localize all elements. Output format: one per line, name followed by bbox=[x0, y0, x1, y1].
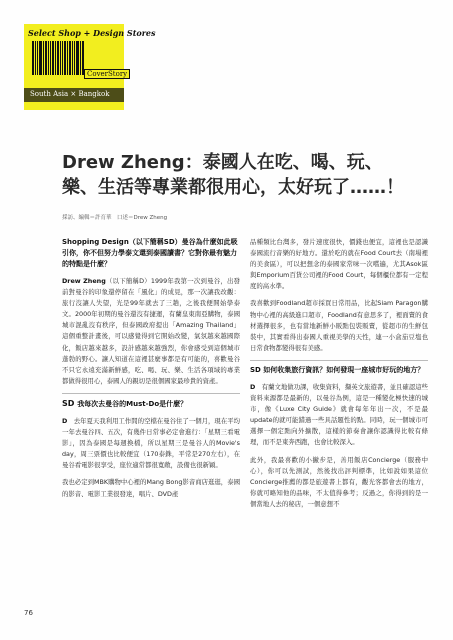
question-2-text: 我每次去曼谷的Must-Do是什麼？ bbox=[77, 399, 188, 408]
barcode-bar bbox=[50, 41, 51, 75]
answer-2-text: 去年夏天我利用工作間的空檔在曼谷住了一個月，現在平均一年去曼谷四、五次，有幾件日常事必定會進行：「星期三看電影」，因為泰國是每週換檔，所以星期三是曼谷人的Movie's day，周三票價也比較便宜（170泰銖，平常是270左右），在曼谷看電影很享受，座位適常都很寬敞，設備也很新穎。 bbox=[62, 416, 241, 470]
barcode-bar bbox=[67, 41, 68, 75]
answer-2 bbox=[62, 416, 240, 471]
answer-1-tag: （以下簡稱D） bbox=[105, 277, 151, 285]
question-1: Shopping Design（以下簡稱SD）曼谷為什麼如此吸引你，你不但努力學泰文還到泰國讀書？它對你最有魅力的特點是什麼？ bbox=[62, 238, 238, 268]
divider bbox=[250, 360, 428, 361]
barcode-bar bbox=[39, 41, 42, 75]
answer-3-speaker: D bbox=[250, 382, 256, 391]
barcode-bar bbox=[69, 41, 71, 75]
barcode-bar bbox=[72, 41, 73, 75]
answer-3-text: 有蘭文地做功課，收集資料，擷英文旅遊書，並且確認這些資料來源都是最新的，以曼谷為例，這是一種變化極快速的城市，像《Luxe City Guide》就會每年年出一次，不是最update的就可能錯過一些具話題性的點。同時，玩一個城市可選擇一個定點向外擴散，這樣的節奏會讓你認識得比較有條理，而不是東奔西跑，也會比較深入。 bbox=[250, 382, 429, 447]
barcode-bar bbox=[52, 41, 54, 75]
barcode-bar bbox=[55, 41, 56, 75]
question-2-prefix: SD bbox=[62, 398, 78, 408]
paragraph-foodland: 我喜歡到Foodland超市採買日常用品，比起Siam Paragon購物中心裡的高級進口超市，Foodland有意思多了，裡面賣的食材選擇很多，也有當地新鮮小販點包裝販賣，從超市的生鮮包裝中，其實看得出泰國人重視美學的天性，連一小盒茄豆塩也日常食物都變得很有美感。 bbox=[250, 299, 428, 352]
barcode-bar bbox=[32, 41, 34, 75]
section-label bbox=[24, 24, 156, 110]
barcode-bar bbox=[37, 41, 38, 75]
barcode-graphic bbox=[32, 41, 84, 75]
barcode-bar bbox=[57, 41, 60, 75]
answer-2-continued: 我也必定到MBK購物中心裡的Mang Bong影音商店逛逛，泰國的影音、電影工業很發達，唱片、DVD產 bbox=[62, 478, 240, 498]
barcode-bar bbox=[48, 41, 49, 75]
barcode-bar bbox=[60, 41, 61, 75]
right-column bbox=[250, 237, 428, 516]
barcode-bar bbox=[35, 41, 36, 75]
barcode-bar bbox=[43, 41, 44, 75]
answer-3 bbox=[250, 382, 428, 449]
cover-story-tag: CoverStory bbox=[84, 69, 130, 79]
article-byline: 採訪、編輯＝許育華 口述＝Drew Zheng bbox=[62, 215, 168, 221]
answer-1-speaker: Drew Zheng bbox=[62, 277, 106, 285]
question-2 bbox=[62, 398, 240, 410]
barcode-bar bbox=[64, 41, 66, 75]
answer-1-text: 1999年我第一次到曼谷，出發前對曼谷的印象還停留在「風化」的成見，那一次讓我改觀：旅行沒讓人失望，光是99年就去了三趟，之後我便開始學泰文。2000年初期的曼谷還沒有捷運，有蘭皇東南亞購物，泰國城市混亂沒有秩序，但泰國政府提出「Amazing Thailand」這個重整計畫後，可以感覺得到它開始改變，氣氛越來越國際化，飯店越來越多，設計感越來越強烈，你會感受到這個城市蓬勃的野心。讓人知道在這裡甚麼事都是有可能的，喜歡曼谷不只它永遠充滿新鮮感，吃、喝、玩、樂、生活各項域的專業都做得很用心，泰國人的親切是很個國家最珍貴的資產。 bbox=[62, 277, 241, 385]
answer-3-continued: 此外，我最喜歡的小撇步是，善用飯店Concierge（服務中心），你可以先測試，然後找出評判標準，比如說如果這位Concierge推薦的都是旅遊書上都有，觀光客都會去的地方，你就可略知他的品味，不太值得參考；反過之，你得到的是一個當地人去的秘店，一個意想不 bbox=[250, 455, 428, 508]
paragraph-food-court: 品種類比台灣多，發片速度很快，價錢也便宜，這裡也是認識泰國流行音樂的好地方。還於吃的就在Food Court去（南場裡的美食區），可以把想念的泰國家常味一次嚐遍，尤其Asok區與Emporium百貨公司裡的Food Court，每個櫃位都有一定程度的高水準。 bbox=[250, 238, 428, 291]
barcode-bar bbox=[76, 41, 79, 75]
page-number: 76 bbox=[24, 609, 33, 617]
barcode-bar bbox=[74, 41, 75, 75]
barcode-bar bbox=[45, 41, 47, 75]
barcode-bar bbox=[62, 41, 63, 75]
section-title: Select Shop + Design Stores bbox=[28, 28, 156, 38]
answer-2-speaker: D bbox=[62, 416, 68, 425]
left-column bbox=[62, 237, 240, 506]
article-headline: Drew Zheng：泰國人在吃、喝、玩、樂、生活等專業都很用心，太好玩了……！ bbox=[62, 152, 404, 198]
divider bbox=[62, 393, 240, 394]
barcode-bar bbox=[80, 41, 81, 75]
region-label: South Asia × Bangkok bbox=[30, 90, 110, 98]
question-3: SD 如何收集旅行資訊？如何發現一座城市好玩的地方？ bbox=[250, 365, 425, 374]
answer-1 bbox=[62, 276, 240, 387]
